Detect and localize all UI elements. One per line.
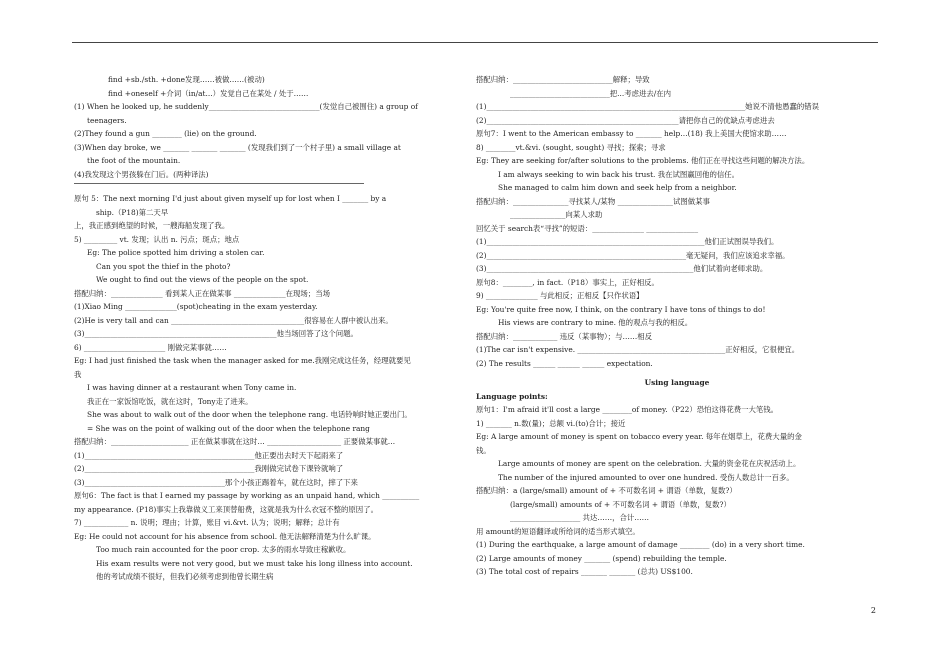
text-line: (2) Large amounts of money _______ (spend) rebuilding the temple. bbox=[476, 553, 727, 563]
text-line: (2)______________________________________________我刚做完试卷下课铃就响了 bbox=[74, 464, 344, 473]
text-line: 他的考试成绩不很好，但我们必须考虑到他曾长期生病 bbox=[96, 572, 274, 581]
text-line: 用 amount的短语翻译或所给词的适当形式填空。 bbox=[476, 526, 640, 536]
text-line: 原句6：The fact is that I earned my passage by working as an unpaid hand, which __________ bbox=[74, 491, 420, 500]
text-line: 搭配归纳：_____________________ 正在做某事就在这时… ____________________ 正要做某事就… bbox=[74, 437, 396, 446]
text-line: 搭配归纳：_______________寻找某人/某物 _______________试图做某事 bbox=[476, 196, 710, 206]
text-line: 原句 5：The next morning I'd just about given myself up for lost when I _______ by a bbox=[74, 194, 387, 203]
text-line: His views are contrary to mine. 他的观点与我的相反。 bbox=[498, 318, 693, 327]
separator-line bbox=[74, 183, 364, 192]
text-line: ___________________ 共达……，合计…… bbox=[510, 513, 650, 522]
text-line: (3) The total cost of repairs _______ _______ (总共) US$100. bbox=[476, 567, 693, 576]
text-line: (1)Xiao Ming ______________(spot)cheating in the exam yesterday. bbox=[74, 302, 318, 311]
text-line: 我正在一家饭馆吃饭，就在这时，Tony走了进来。 bbox=[87, 396, 253, 406]
text-line: (3)________________________________________________________他们试着向老师求助。 bbox=[476, 264, 768, 273]
text-line: find +sb./sth. +done发现……被做……(被动) bbox=[108, 75, 265, 84]
text-line: Eg: He could not account for his absence from school. 他无法解释清楚为什么旷课。 bbox=[74, 531, 376, 541]
text-line: (1) During the earthquake, a large amount of damage ________ (do) in a very short time. bbox=[476, 540, 805, 549]
text-line: my appearance. (P18)事实上我靠做义工来顶替船费，这就是我为什么衣冠不整的原因了。 bbox=[74, 504, 378, 514]
text-line: (2)He is very tall and can ____________________________________很容易在人群中被认出来。 bbox=[74, 315, 393, 325]
text-line: (2)They found a gun ________ (lie) on the ground. bbox=[74, 129, 257, 138]
text-line: (4)我发现这个男孩躲在门后。(两种译法) bbox=[74, 169, 209, 179]
text-line: Too much rain accounted for the poor crop. 太多的雨水导致庄稼歉收。 bbox=[96, 545, 351, 554]
page-number: 2 bbox=[870, 606, 876, 615]
text-line: 7) ____________ n. 说明；理由；计算，账目 vi.&vt. 认为；说明；解释；总计有 bbox=[74, 518, 340, 527]
text-line: (1) When he looked up, he suddenly______________________________(发觉自己被围住) a group of bbox=[74, 102, 418, 111]
text-line: (large/small) amounts of + 不可数名词 + 谓语（单数，复数?） bbox=[510, 499, 731, 509]
text-line: She was about to walk out of the door when the telephone rang. 电话铃响时她正要出门。 bbox=[87, 410, 412, 419]
text-line: Eg: You're quite free now, I think, on the contrary I have tons of things to do! bbox=[476, 304, 766, 314]
text-line: 6) ______________________ 刚做完某事就…… bbox=[74, 342, 227, 352]
text-line: (2)______________________________________________________毫无疑问，我们应该追求幸福。 bbox=[476, 250, 790, 260]
text-line: (2) The results ______ ______ ______ expectation. bbox=[476, 358, 653, 368]
text-line: the foot of the mountain. bbox=[87, 156, 181, 165]
text-line: 搭配归纳：a (large/small) amount of + 不可数名词 + 谓语（单数，复数?） bbox=[476, 486, 737, 495]
text-line: We ought to find out the views of the people on the spot. bbox=[96, 275, 309, 284]
text-line: (1)______________________________________________他正要出去时天下起雨来了 bbox=[74, 450, 344, 460]
text-line: Eg: The police spotted him driving a stolen car. bbox=[87, 248, 265, 257]
text-line: Eg: I had just finished the task when the manager asked for me.我刚完成这任务，经理就要见 bbox=[74, 356, 411, 365]
text-line: 上，我正感到绝望的时候，一艘海船发现了我。 bbox=[74, 221, 230, 230]
header-rule bbox=[72, 42, 878, 43]
text-line: 钱。 bbox=[476, 445, 491, 455]
text-line: _______________向某人求助 bbox=[510, 210, 603, 219]
text-line: (1)The car isn't expensive. ________________________________________正好相反，它很便宜。 bbox=[476, 345, 800, 354]
text-line: 原句8：________, in fact.（P18）事实上，正好相反。 bbox=[476, 277, 659, 287]
text-line: Can you spot the thief in the photo? bbox=[96, 261, 231, 271]
text-line: Eg: They are seeking for/after solutions to the problems. 他们正在寻找这些问题的解决方法。 bbox=[476, 156, 810, 165]
text-line: 搭配归纳：___________________________解释；导致 bbox=[476, 75, 650, 84]
text-line: Language points: bbox=[476, 391, 548, 401]
text-line: Eg: A large amount of money is spent on tobacco every year. 每年在烟草上，花费大量的金 bbox=[476, 432, 802, 441]
text-line: Using language bbox=[644, 378, 710, 387]
text-line: 原句1：I'm afraid it'll cost a large ________of money.（P22）恐怕这得花费一大笔钱。 bbox=[476, 405, 779, 414]
text-line: find +oneself +介词（in/at...）发觉自己在某处 / 处于…… bbox=[108, 88, 309, 98]
left-column bbox=[74, 73, 476, 584]
text-line: His exam results were not very good, but we must take his long illness into account. bbox=[96, 558, 413, 568]
text-line: teenagers. bbox=[87, 115, 127, 125]
text-line: Large amounts of money are spent on the celebration. 大量的资金花在庆祝活动上。 bbox=[498, 459, 801, 468]
text-line: (1)___________________________________________________________他们正试图误导我们。 bbox=[476, 237, 779, 246]
text-line: 原句7：I went to the American embassy to _______ help…(18) 我上美国大使馆求助…… bbox=[476, 129, 787, 138]
text-line: (2)____________________________________________________请把你自己的优缺点考虑进去 bbox=[476, 115, 775, 125]
text-line: I am always seeking to win back his trust. 我在试图赢回他的信任。 bbox=[498, 169, 740, 179]
text-line: 回忆关于 search表“寻找”的短语：______________ ______________ bbox=[476, 223, 699, 233]
text-line: (3)____________________________________________________他当场回答了这个问题。 bbox=[74, 329, 358, 338]
text-line: (3)______________________________________那个小孩正踢着车，就在这时，摔了下来 bbox=[74, 477, 358, 487]
text-line: 搭配归纳：______________ 看到某人正在做某事 ______________在现场；当场 bbox=[74, 288, 330, 298]
text-line: ___________________________把...考虑进去/在内 bbox=[510, 88, 672, 98]
text-line: ship.（P18)第二天早 bbox=[96, 207, 169, 217]
text-line: 我 bbox=[74, 369, 82, 379]
text-line: She managed to calm him down and seek help from a neighbor. bbox=[498, 183, 737, 192]
text-line: The number of the injured amounted to over one hundred. 受伤人数总计一百多。 bbox=[498, 472, 794, 482]
text-line: 5) _________ vt. 发现；认出 n. 污点；斑点；地点 bbox=[74, 234, 240, 244]
text-line: 搭配归纳：____________ 违反（某事物）；与……相反 bbox=[476, 331, 653, 341]
right-column bbox=[476, 73, 878, 579]
text-line: 9) ______________ 与此相反；正相反【只作状语】 bbox=[476, 291, 644, 300]
text-line: 8) ________vt.&vi. (sought, sought) 寻找；探索；寻求 bbox=[476, 142, 666, 152]
text-line: 1) _______ n.数(量)；总额 vi.(to)合计；接近 bbox=[476, 418, 626, 428]
text-line: (1)______________________________________________________________________她说不清他愚蠢的错误 bbox=[476, 102, 820, 111]
text-line: (3)When day broke, we _______ _______ _______ (发现我们到了一个村子里) a small village at bbox=[74, 142, 401, 152]
text-line: = She was on the point of walking out of the door when the telephone rang bbox=[87, 423, 370, 433]
text-line: I was having dinner at a restaurant when Tony came in. bbox=[87, 383, 297, 392]
